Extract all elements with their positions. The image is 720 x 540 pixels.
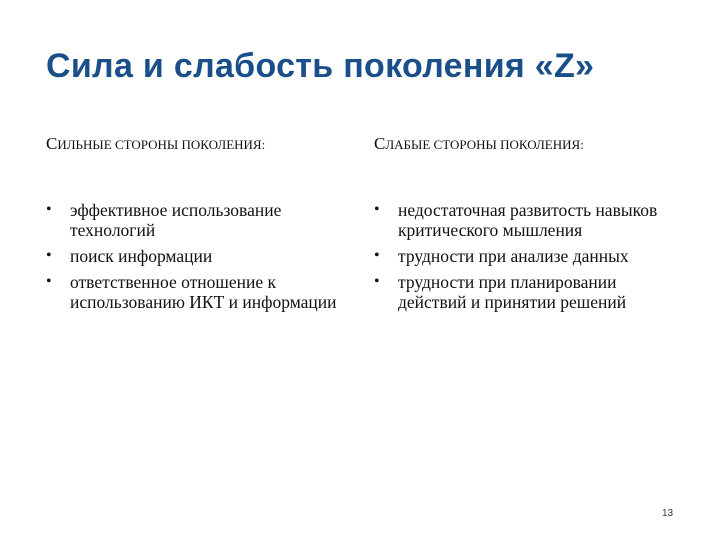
strengths-list	[46, 200, 366, 312]
strengths-heading-initial: С	[46, 134, 58, 153]
weaknesses-heading-initial: С	[374, 134, 386, 153]
weaknesses-list	[374, 200, 684, 312]
weakness-item: • трудности при анализе данных	[374, 246, 684, 266]
weaknesses-heading-tail: СТОРОНЫ ПОКОЛЕНИЯ:	[430, 137, 584, 152]
slide-title: Сила и слабость поколения «Z»	[46, 47, 595, 85]
strength-item: • поиск информации	[46, 246, 366, 266]
weakness-item: • недостаточная развитость навыков критического мышления	[374, 200, 684, 240]
weaknesses-column	[374, 134, 684, 318]
strength-item: • эффективное использование технологий	[46, 200, 366, 240]
weaknesses-heading	[374, 134, 684, 154]
strengths-heading	[46, 134, 366, 154]
strengths-column	[46, 134, 366, 318]
weaknesses-heading-word: ЛАБЫЕ	[385, 137, 431, 152]
strengths-heading-word: ИЛЬНЫЕ	[57, 137, 112, 152]
weakness-item: • трудности при планировании действий и принятии решений	[374, 272, 684, 312]
strengths-heading-tail: СТОРОНЫ ПОКОЛЕНИЯ:	[111, 137, 266, 152]
strength-item: • ответственное отношение к использованию ИКТ и информации	[46, 272, 366, 312]
page-number: 13	[662, 508, 674, 519]
